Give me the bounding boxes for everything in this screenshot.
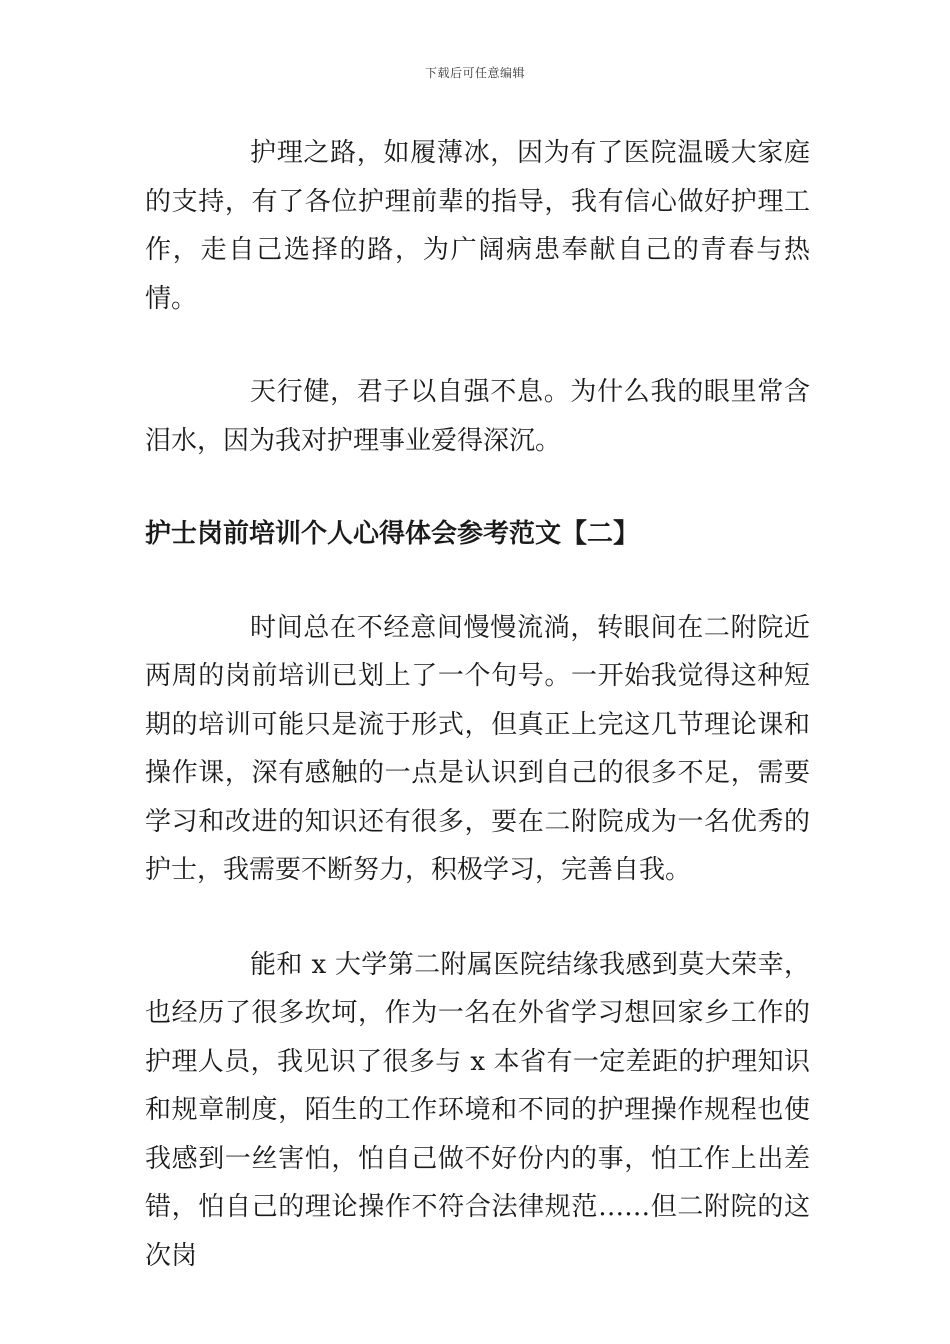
paragraph-hospital-experience: 能和 x 大学第二附属医院结缘我感到莫大荣幸，也经历了很多坎坷，作为一名在外省学习想回家乡工作的护理人员，我见识了很多与 x 本省有一定差距的护理知识和规章制度，陌生的工作环境和不同的护理操作规程也使我感到一丝害怕，怕自己做不好份内的事，怕工作上出差错，怕自己的理论操作不符合法律规范……但二附院的这次岗 — [145, 949, 810, 1271]
page-header: 下载后可任意编辑 — [424, 66, 525, 80]
document-body — [145, 129, 810, 1280]
paragraph-self-improvement: 天行健，君子以自强不息。为什么我的眼里常含泪水，因为我对护理事业爱得深沉。 — [145, 377, 810, 456]
paragraph-training-reflection: 时间总在不经意间慢慢流淌，转眼间在二附院近两周的岗前培训已划上了一个句号。一开始我觉得这种短期的培训可能只是流于形式，但真正上完这几节理论课和操作课，深有感触的一点是认识到自己的很多不足，需要学习和改进的知识还有很多，要在二附院成为一名优秀的护士，我需要不断努力，积极学习，完善自我。 — [145, 612, 810, 885]
paragraph-nursing-path: 护理之路，如履薄冰，因为有了医院温暖大家庭的支持，有了各位护理前辈的指导，我有信心做好护理工作，走自己选择的路，为广阔病患奉献自己的青春与热情。 — [145, 138, 810, 314]
section-heading: 护士岗前培训个人心得体会参考范文【二】 — [145, 519, 640, 549]
